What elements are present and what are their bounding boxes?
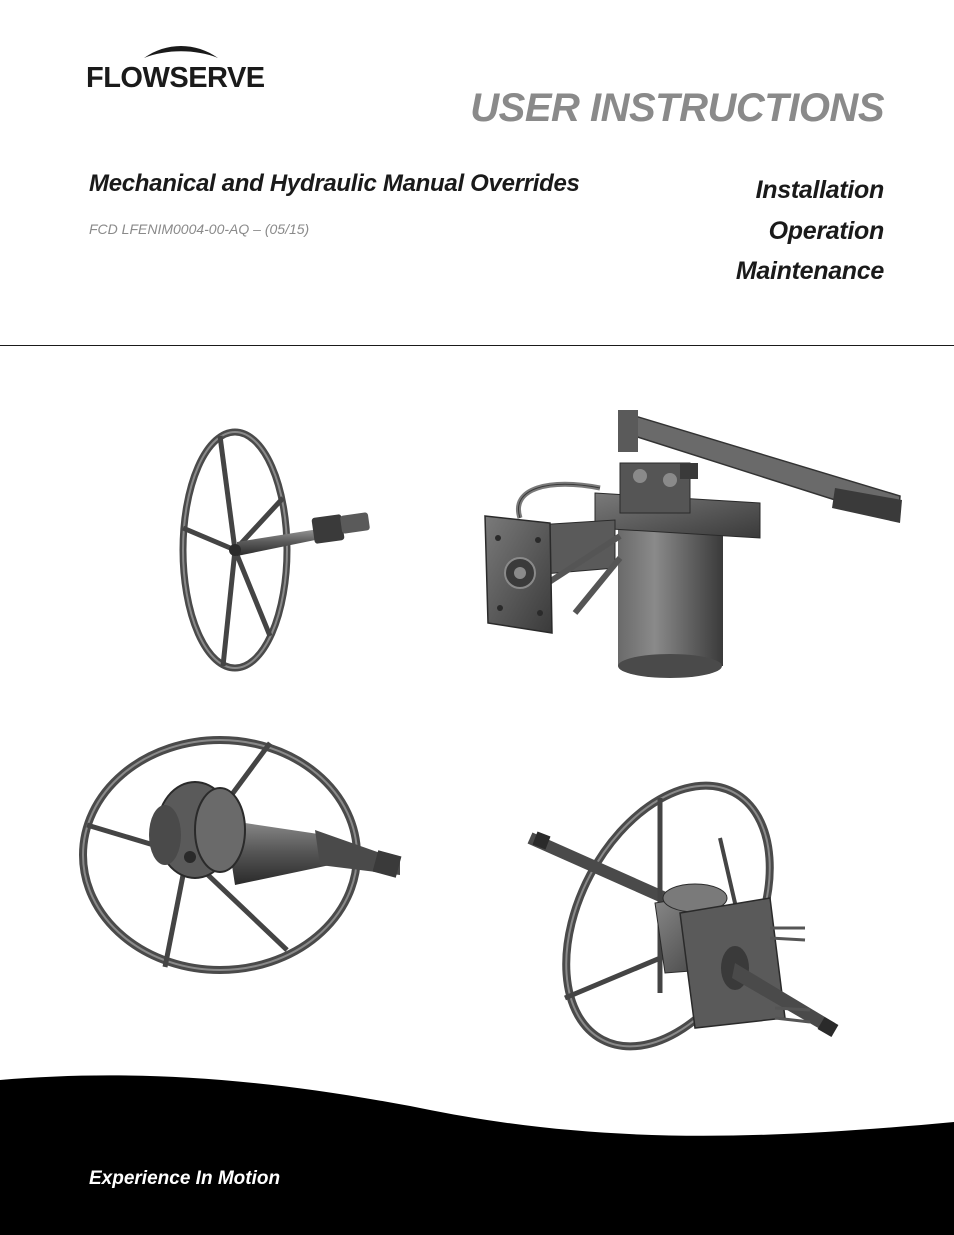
section-maintenance: Maintenance [735, 257, 884, 285]
section-operation: Operation [768, 216, 884, 245]
handwheel-gear-override-image [75, 735, 410, 980]
section-list [736, 170, 884, 292]
document-type-title: USER INSTRUCTIONS [470, 86, 884, 130]
footer-tagline: Experience In Motion [89, 1168, 281, 1189]
hydraulic-hand-pump-override-image [480, 408, 910, 683]
footer-wave-band [0, 1050, 954, 1235]
document-code: FCD LFENIM0004-00-AQ – (05/15) [89, 221, 310, 237]
handwheel-declutch-override-image [520, 768, 845, 1068]
header-divider [0, 345, 954, 346]
logo-text: FLOWSERVE [86, 62, 265, 94]
document-subtitle: Mechanical and Hydraulic Manual Overrides [89, 170, 580, 197]
flowserve-logo [86, 40, 268, 104]
handwheel-override-small-image [165, 428, 380, 673]
section-installation: Installation [755, 176, 884, 204]
